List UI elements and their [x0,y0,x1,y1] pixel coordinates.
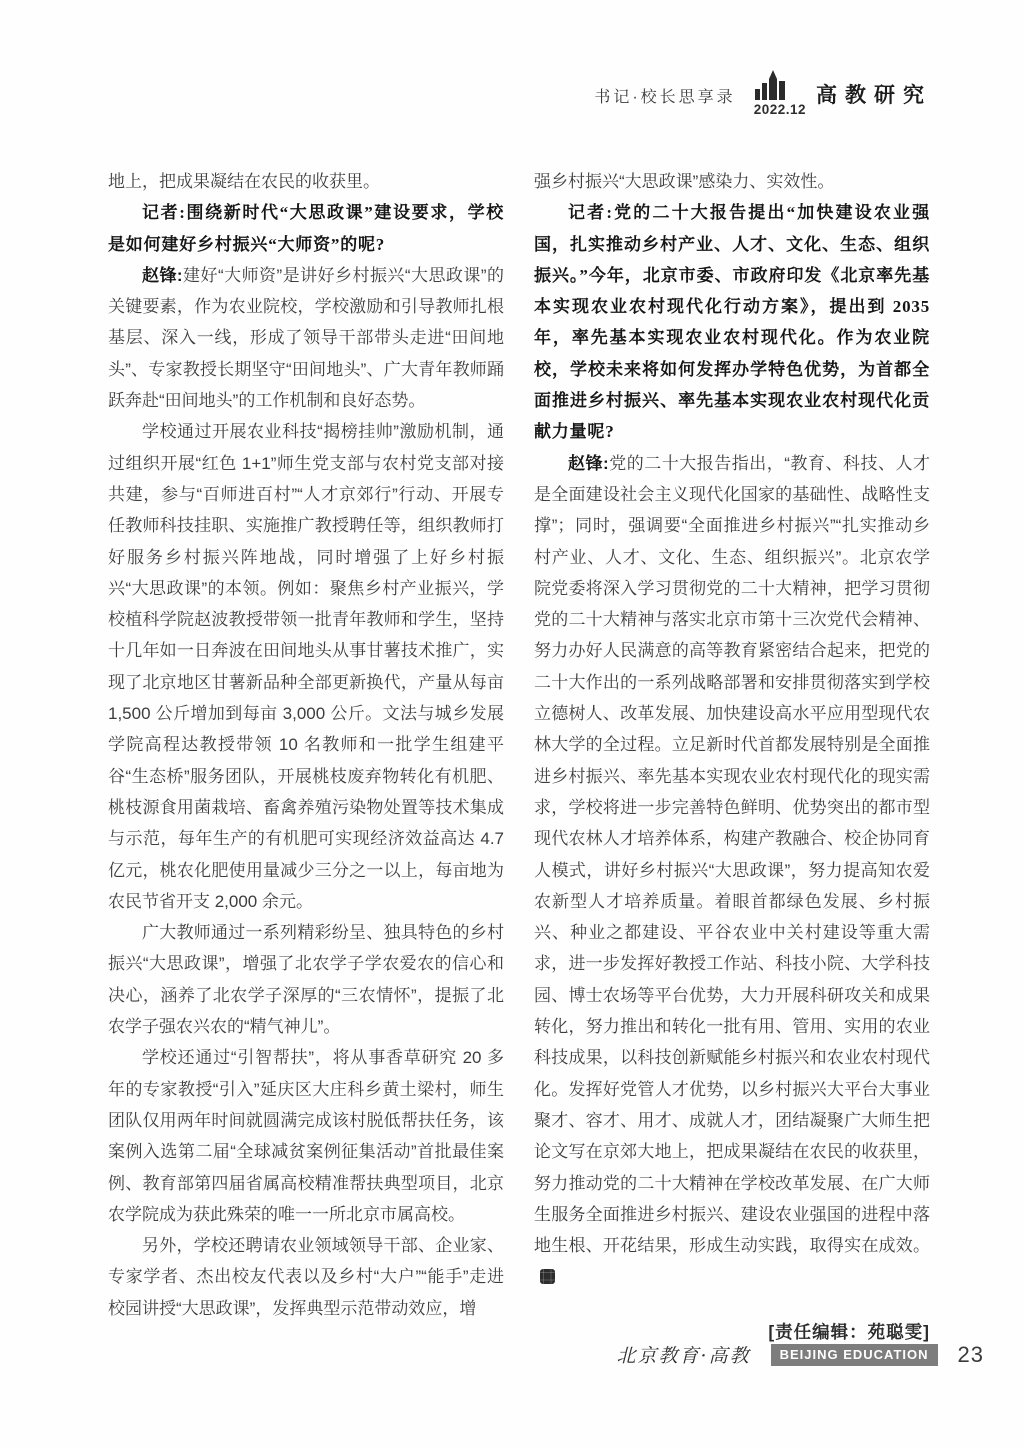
footer-journal-name-en: BEIJING EDUCATION [771,1344,938,1366]
interview-question: 记者:党的二十大报告提出“加快建设农业强国，扎实推动乡村产业、人才、文化、生态、组织振兴。”今年，北京市委、市政府印发《北京率先基本实现农业农村现代化行动方案》，提出到 2035 年，率先基本实现农业农村现代化。作为农业院校，学校未来将如何发挥办学特色优势，为首都全面推进乡村振兴、率先基本实现农业农村现代化贡献力量呢? [534,203,930,442]
body-paragraph: 另外，学校还聘请农业领域领导干部、企业家、专家学者、杰出校友代表以及乡村“大户”“能手”走进校园讲授“大思政课”，发挥典型示范带动效应，增 [108,1236,504,1318]
page-header [594,70,932,117]
journal-logo-icon [754,70,792,100]
page-number: 23 [957,1341,984,1367]
article-columns [108,166,930,1361]
article-end-seal-icon [540,1269,555,1284]
speaker-label: 记者: [142,203,186,223]
issue-date: 2022.12 [753,102,806,117]
journal-name: 高教研究 [816,84,932,107]
section-label: 书记·校长思享录 [594,89,736,106]
left-column [108,166,504,1361]
speaker-label: 赵锋: [568,453,609,473]
interview-question: 记者:围绕新时代“大思政课”建设要求，学校是如何建好乡村振兴“大师资”的呢? [108,203,504,254]
body-paragraph: 学校通过开展农业科技“揭榜挂帅”激励机制，通过组织开展“红色 1+1”师生党支部与农村党支部对接共建，参与“百师进百村”“人才京郊行”行动、开展专任教师科技挂职、实施推广教授聘任等，组织教师打好服务乡村振兴阵地战，同时增强了上好乡村振兴“大思政课”的本领。例如：聚焦乡村产业振兴，学校植科学院赵波教授带领一批青年教师和学生，坚持十几年如一日奔波在田间地头从事甘薯技术推广，实现了北京地区甘薯新品种全部更新换代，产量从每亩 1,500 公斤增加到每亩 3,000 公斤。文法与城乡发展学院高程达教授带领 10 名教师和一批学生组建平谷“生态桥”服务团队，开展桃枝废弃物转化有机肥、桃枝源食用菌栽培、畜禽养殖污染物处置等技术集成与示范，每年生产的有机肥可实现经济效益高达 4.7 亿元，桃农化肥使用量减少三分之一以上，每亩地为农民节省开支 2,000 余元。 [108,422,504,911]
right-column [534,166,930,1361]
page-footer [617,1341,984,1368]
interview-answer: 赵锋:建好“大师资”是讲好乡村振兴“大思政课”的关键要素，作为农业院校，学校激励和引导教师扎根基层、深入一线，形成了领导干部带头走进“田间地头”、专家教授长期坚守“田间地头”、广大青年教师踊跃奔赴“田间地头”的工作机制和良好态势。 [108,265,504,411]
interview-answer: 赵锋:党的二十大报告指出，“教育、科技、人才是全面建设社会主义现代化国家的基础性、战略性支撑”；同时，强调要“全面推进乡村振兴”“扎实推动乡村产业、人才、文化、生态、组织振兴”。北京农学院党委将深入学习贯彻党的二十大精神，把学习贯彻党的二十大精神与落实北京市第十三次党代会精神、努力办好人民满意的高等教育紧密结合起来，把党的二十大作出的一系列战略部署和安排贯彻落实到学校立德树人、改革发展、加快建设高水平应用型现代农林大学的全过程。立足新时代首都发展特别是全面推进乡村振兴、率先基本实现农业农村现代化的现实需求，学校将进一步完善特色鲜明、优势突出的都市型现代农林人才培养体系，构建产教融合、校企协同育人模式，讲好乡村振兴“大思政课”，努力提高知农爱农新型人才培养质量。着眼首都绿色发展、乡村振兴、种业之都建设、平谷农业中关村建设等重大需求，进一步发挥好教授工作站、科技小院、大学科技园、博士农场等平台优势，大力开展科研攻关和成果转化，努力推出和转化一批有用、管用、实用的农业科技成果，以科技创新赋能乡村振兴和农业农村现代化。发挥好党管人才优势，以乡村振兴大平台大事业聚才、容才、用才、成就人才，团结凝聚广大师生把论文写在京郊大地上，把成果凝结在农民的收获里，努力推动党的二十大精神在学校改革发展、在广大师生服务全面推进乡村振兴、建设农业强国的进程中落地生根、开花结果，形成生动实践，取得实在成效。 [534,448,930,1293]
body-paragraph: 地上，把成果凝结在农民的收获里。 [108,172,380,191]
body-paragraph: 广大教师通过一系列精彩纷呈、独具特色的乡村振兴“大思政课”，增强了北农学子学农爱农的信心和决心，涵养了北农学子深厚的“三农情怀”，提振了北农学子强农兴农的“精气神儿”。 [108,923,504,1037]
body-paragraph: 强乡村振兴“大思政课”感染力、实效性。 [534,172,835,191]
footer-journal-name-cn: 北京教育·高教 [616,1345,751,1367]
journal-logo-block [754,70,806,117]
body-paragraph: 学校还通过“引智帮扶”，将从事香草研究 20 多年的专家教授“引入”延庆区大庄科乡黄土梁村，师生团队仅用两年时间就圆满完成该村脱低帮扶任务，该案例入选第二届“全球减贫案例征集活动”首批最佳案例、教育部第四届省属高校精准帮扶典型项目，北京农学院成为获此殊荣的唯一一所北京市属高校。 [108,1048,504,1224]
editor-note: [责任编辑：苑聪雯] [768,1321,930,1342]
speaker-label: 赵锋: [142,265,183,285]
speaker-label: 记者: [568,203,613,223]
